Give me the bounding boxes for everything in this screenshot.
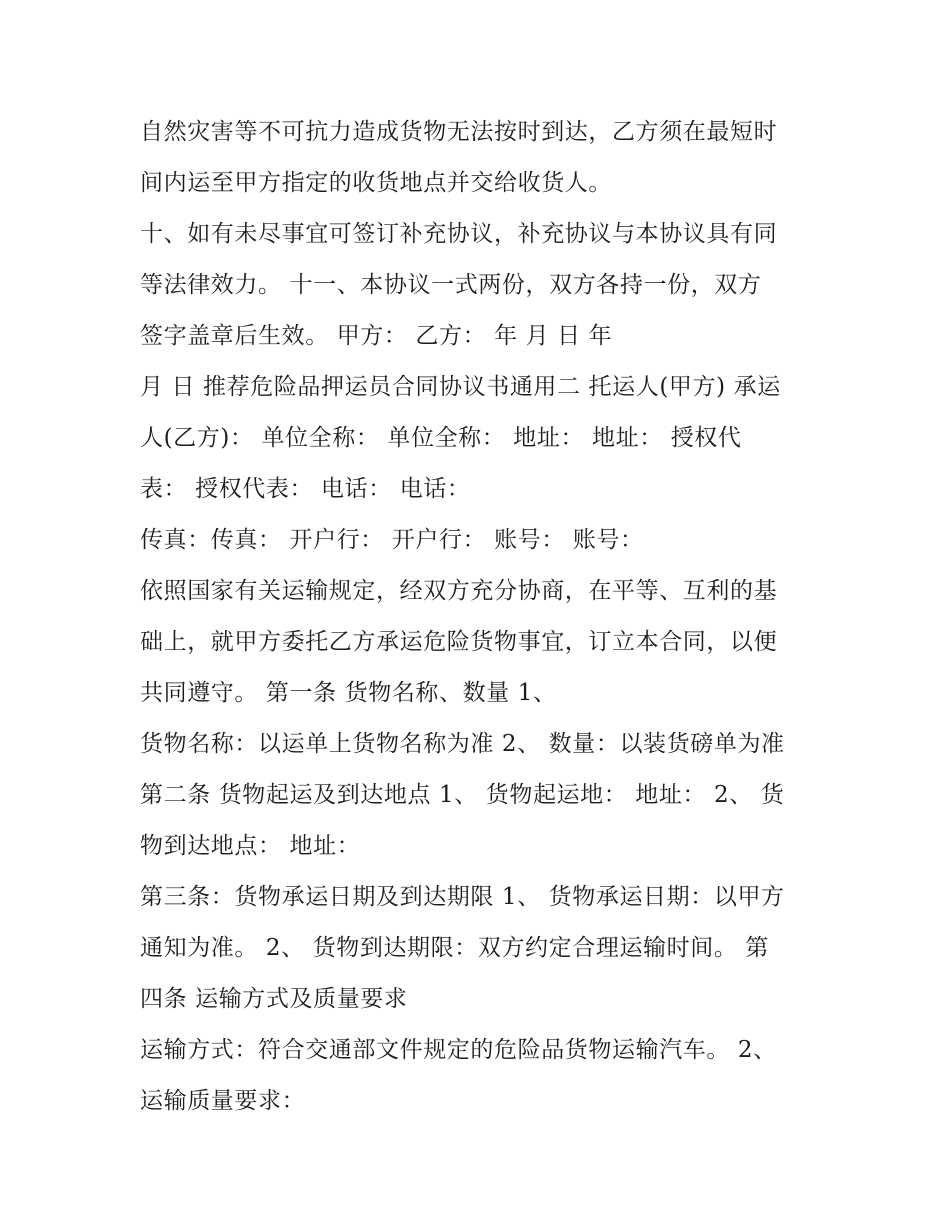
text-line: 间内运至甲方指定的收货地点并交给收货人。 <box>140 170 612 196</box>
text-line: 第三条：货物承运日期及到达期限 1、 货物承运日期：以甲方 <box>140 884 785 910</box>
text-line: 自然灾害等不可抗力造成货物无法按时到达，乙方须在最短时 <box>140 119 778 145</box>
text-line: 货物名称：以运单上货物名称为准 2、 数量：以装货磅单为准 <box>140 731 785 757</box>
text-line: 签字盖章后生效。 甲方： 乙方： 年 月 日 年 <box>140 323 613 349</box>
text-line: 依照国家有关运输规定，经双方充分协商，在平等、互利的基 <box>140 578 778 604</box>
text-line: 传真：传真： 开户行： 开户行： 账号： 账号： <box>140 527 644 553</box>
text-line: 础上，就甲方委托乙方承运危险货物事宜，订立本合同，以便 <box>140 629 778 655</box>
text-line: 第二条 货物起运及到达地点 1、 货物起运地： 地址： 2、 货 <box>140 782 785 808</box>
text-line: 通知为准。 2、 货物到达期限：双方约定合理运输时间。 第 <box>140 935 769 961</box>
text-line: 共同遵守。 第一条 货物名称、数量 1、 <box>140 680 557 706</box>
text-line: 运输质量要求： <box>140 1088 306 1114</box>
text-line: 十、如有未尽事宜可签订补充协议，补充协议与本协议具有同 <box>140 221 778 247</box>
text-line: 月 日 推荐危险品押运员合同协议书通用二 托运人(甲方) 承运 <box>140 374 781 400</box>
text-line: 四条 运输方式及质量要求 <box>140 986 408 1012</box>
text-line: 等法律效力。 十一、本协议一式两份，双方各持一份，双方 <box>140 272 762 298</box>
text-line: 人(乙方)： 单位全称： 单位全称： 地址： 地址： 授权代 <box>140 425 742 451</box>
text-line: 物到达地点： 地址： <box>140 833 361 859</box>
text-line: 运输方式：符合交通部文件规定的危险品货物运输汽车。 2、 <box>140 1037 777 1063</box>
document-body <box>140 107 820 1127</box>
text-line: 表： 授权代表： 电话： 电话： <box>140 476 471 502</box>
